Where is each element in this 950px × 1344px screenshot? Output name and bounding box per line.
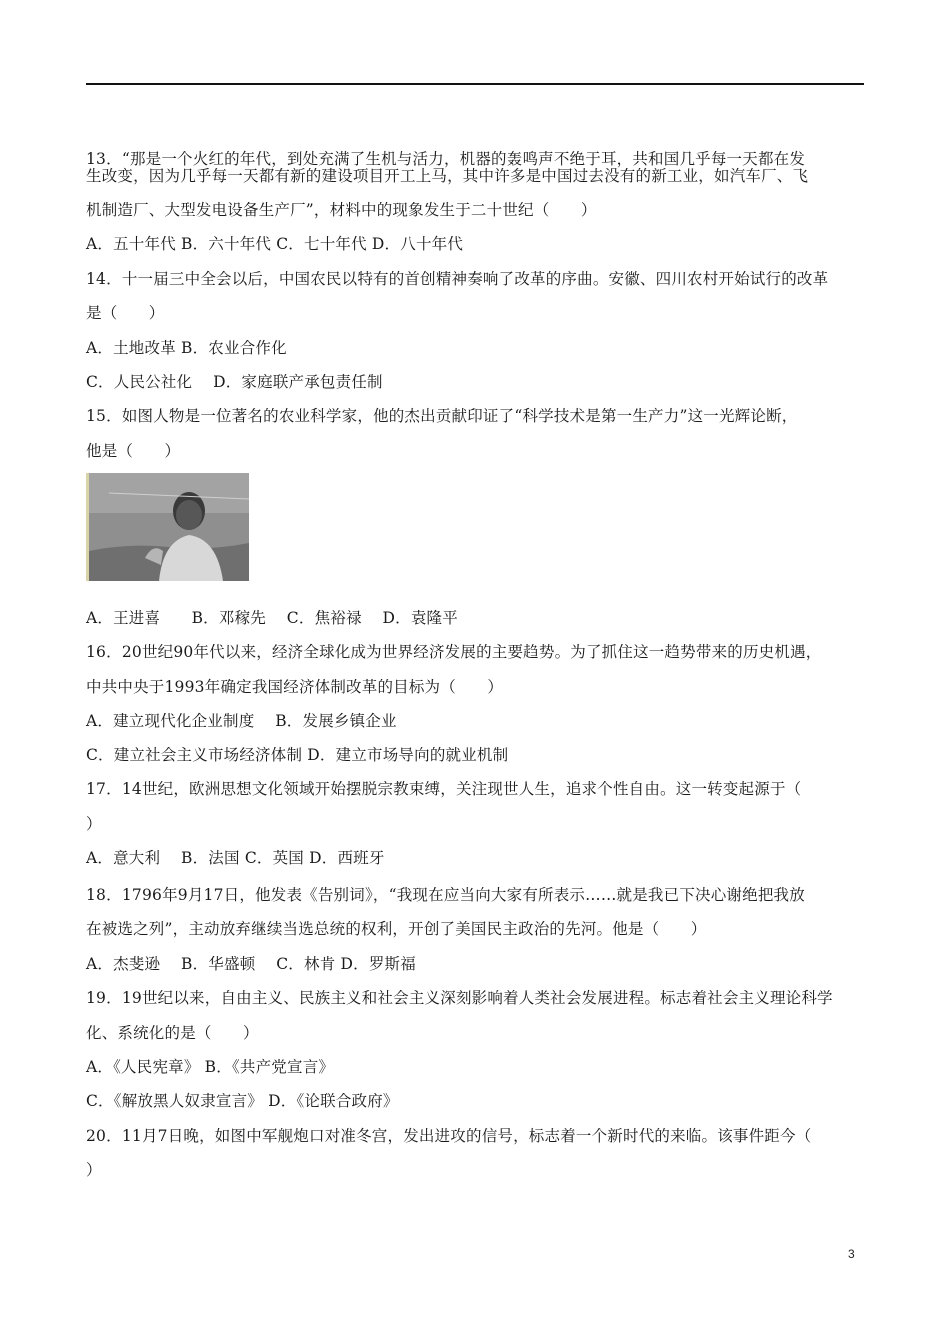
question-14-line-1: 14．十一届三中全会以后，中国农民以特有的首创精神奏响了改革的序曲。安徽、四川农村开始试行的改革 (86, 270, 829, 288)
question-15-line-2: 他是（ ） (86, 442, 181, 460)
question-13-line-3: 机制造厂、大型发电设备生产厂”，材料中的现象发生于二十世纪（ ） (86, 201, 597, 219)
question-13-options: A．五十年代 B．六十年代 C．七十年代 D．八十年代 (86, 235, 464, 253)
question-19-line-1: 19．19世纪以来，自由主义、民族主义和社会主义深刻影响着人类社会发展进程。标志着社会主义理论科学 (86, 989, 833, 1007)
header-rule (86, 83, 864, 85)
question-17-options: A．意大利 B．法国 C．英国 D．西班牙 (86, 849, 385, 867)
question-13-line-2: 生改变，因为几乎每一天都有新的建设项目开工上马，其中许多是中国过去没有的新工业，如汽车厂、飞 (86, 167, 809, 185)
question-20-line-1: 20．11月7日晚，如图中军舰炮口对准冬宫，发出进攻的信号，标志着一个新时代的来临。该事件距今（ (86, 1127, 812, 1145)
question-15-options: A．王进喜 B．邓稼先 C．焦裕禄 D．袁隆平 (86, 609, 458, 627)
question-18-line-1: 18．1796年9月17日，他发表《告别词》，“我现在应当向大家有所表示……就是我已下决心谢绝把我放 (86, 886, 805, 904)
question-14-line-2: 是（ ） (86, 304, 165, 322)
question-14-options-2: C．人民公社化 D．家庭联产承包责任制 (86, 373, 383, 391)
question-17-line-2: ） (86, 815, 102, 833)
question-13-line-1: 13．“那是一个火红的年代，到处充满了生机与活力，机器的轰鸣声不绝于耳，共和国几乎每一天都在发 (86, 150, 806, 168)
question-18-options: A．杰斐逊 B．华盛顿 C．林肯 D．罗斯福 (86, 955, 416, 973)
scientist-portrait-photo (86, 473, 249, 581)
question-19-options-2: C．《解放黑人奴隶宣言》 D．《论联合政府》 (86, 1092, 399, 1110)
question-16-line-2: 中共中央于1993年确定我国经济体制改革的目标为（ ） (86, 678, 504, 696)
question-19-line-2: 化、系统化的是（ ） (86, 1024, 259, 1042)
question-16-options-2: C．建立社会主义市场经济体制 D．建立市场导向的就业机制 (86, 746, 509, 764)
question-18-line-2: 在被选之列”，主动放弃继续当选总统的权利，开创了美国民主政治的先河。他是（ ） (86, 920, 707, 938)
question-19-options-1: A．《人民宪章》 B．《共产党宣言》 (86, 1058, 335, 1076)
question-20-line-2: ） (86, 1161, 102, 1179)
question-17-line-1: 17．14世纪，欧洲思想文化领域开始摆脱宗教束缚，关注现世人生，追求个性自由。这一转变起源于（ (86, 780, 802, 798)
page-number: 3 (848, 1247, 855, 1261)
question-14-options-1: A．土地改革 B．农业合作化 (86, 339, 287, 357)
question-16-line-1: 16．20世纪90年代以来，经济全球化成为世界经济发展的主要趋势。为了抓住这一趋势带来的历史机遇， (86, 643, 822, 661)
question-16-options-1: A．建立现代化企业制度 B．发展乡镇企业 (86, 712, 397, 730)
question-15-line-1: 15．如图人物是一位著名的农业科学家，他的杰出贡献印证了“科学技术是第一生产力”这一光辉论断， (86, 407, 798, 425)
